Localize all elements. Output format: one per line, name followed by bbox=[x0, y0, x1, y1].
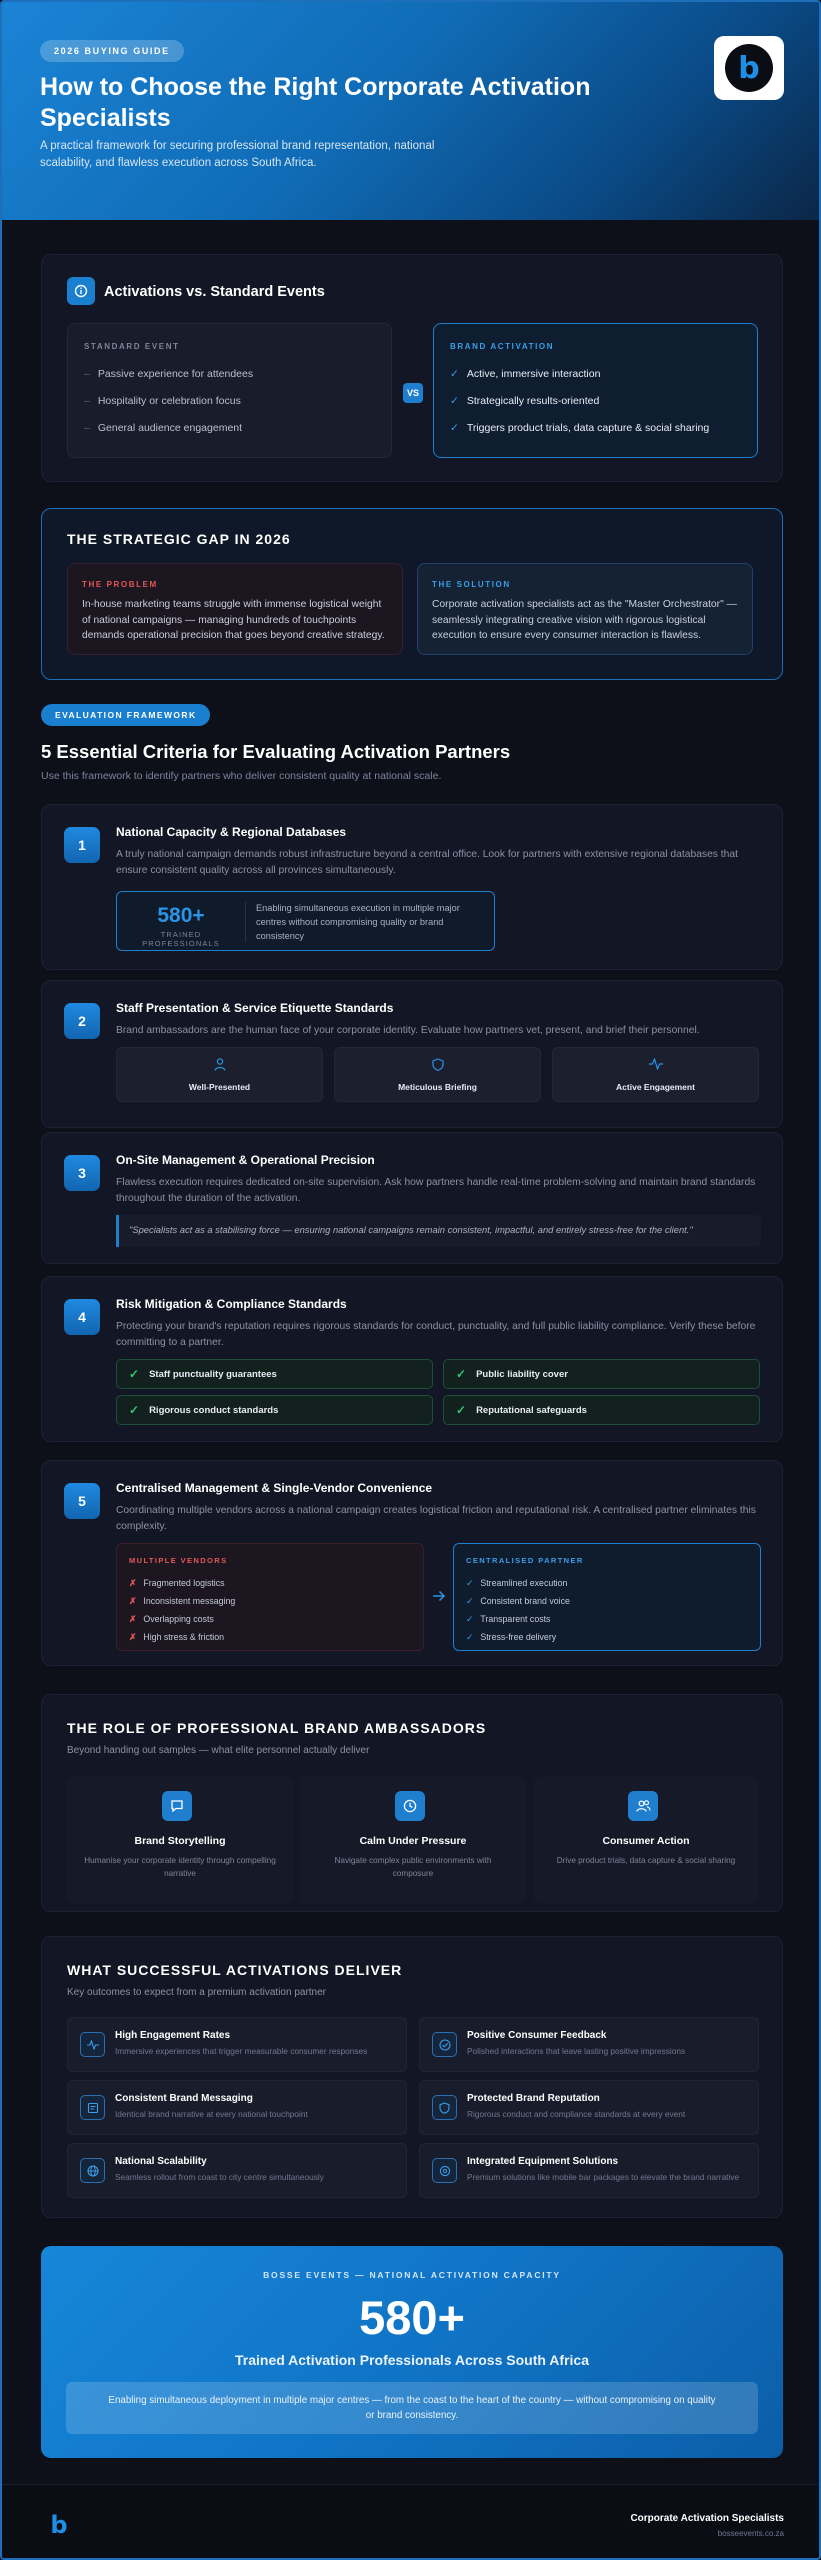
role-description: Navigate complex public environments with composure bbox=[334, 1856, 492, 1878]
criterion-number: 2 bbox=[64, 1003, 100, 1039]
list-item: ✓ Streamlined execution bbox=[466, 1577, 568, 1588]
brand-logo bbox=[714, 36, 784, 100]
outcomes-subtitle: Key outcomes to expect from a premium activation partner bbox=[67, 1987, 327, 1998]
check-icon: ✓ bbox=[456, 1367, 467, 1381]
info-icon bbox=[67, 277, 95, 305]
message-icon bbox=[80, 2095, 105, 2120]
outcomes-title: WHAT SUCCESSFUL ACTIVATIONS DELIVER bbox=[67, 1962, 403, 1978]
capacity-label: Trained Activation Professionals Across South Africa bbox=[235, 2352, 589, 2368]
standard-event-label: STANDARD EVENT bbox=[84, 342, 180, 351]
list-item: ✓ Consistent brand voice bbox=[466, 1595, 570, 1606]
check-icon: ✓ bbox=[456, 1403, 467, 1417]
criterion-number: 1 bbox=[64, 827, 100, 863]
role-title: Calm Under Pressure bbox=[359, 1835, 467, 1847]
brand-activation-label: BRAND ACTIVATION bbox=[450, 342, 555, 351]
outcome-title: High Engagement Rates bbox=[115, 2030, 231, 2041]
check-icon: ✓ bbox=[466, 1613, 474, 1624]
problem-text: In-house marketing teams struggle with immense logistical weight of national campaigns — managing hundreds of touchpoints demands operational precision that goes beyond creative strategy. bbox=[82, 599, 385, 641]
list-item: ✗ High stress & friction bbox=[129, 1631, 225, 1642]
criterion-title: Centralised Management & Single-Vendor Convenience bbox=[116, 1481, 433, 1495]
arrow-right-icon bbox=[432, 1589, 446, 1605]
list-item: ✗ Overlapping costs bbox=[129, 1613, 214, 1624]
compliance-item: ✓ Public liability cover bbox=[443, 1359, 760, 1389]
compliance-item: ✓ Staff punctuality guarantees bbox=[116, 1359, 433, 1389]
solution-text: Corporate activation specialists act as the "Master Orchestrator" — seamlessly integrating creative vision with rigorous logistical execution to ensure every consumer interaction is flawless. bbox=[432, 599, 737, 641]
criterion-title: On-Site Management & Operational Precision bbox=[116, 1153, 375, 1167]
outcome-item bbox=[67, 2143, 407, 2198]
divider bbox=[245, 902, 246, 942]
check-icon: ✓ bbox=[450, 395, 459, 407]
professionals-stat bbox=[116, 891, 495, 951]
brand-activation-box bbox=[433, 323, 758, 458]
feature-label: Active Engagement bbox=[616, 1082, 695, 1092]
list-item: ✗ Inconsistent messaging bbox=[129, 1595, 236, 1606]
check-badge-icon bbox=[432, 2032, 457, 2057]
shield-icon bbox=[335, 1058, 540, 1074]
stat-value: 580+ bbox=[157, 904, 205, 927]
criterion-number: 5 bbox=[64, 1483, 100, 1519]
outcome-description: Rigorous conduct and compliance standards at every event bbox=[467, 2109, 686, 2119]
logo-mark-icon: b bbox=[725, 44, 773, 92]
criterion-description: Brand ambassadors are the human face of your corporate identity. Evaluate how partners vet, present, and brief their personnel. bbox=[116, 1025, 700, 1036]
list-item: ✓ Active, immersive interaction bbox=[450, 368, 601, 380]
ambassadors-subtitle: Beyond handing out samples — what elite personnel actually deliver bbox=[67, 1745, 370, 1756]
criterion-description: Protecting your brand's reputation requires rigorous standards for conduct, punctuality, and full public liability compliance. Verify these before committing to a partner. bbox=[116, 1321, 756, 1348]
ambassador-role bbox=[67, 1777, 293, 1903]
role-description: Humanise your corporate identity through compelling narrative bbox=[84, 1856, 276, 1878]
dash-icon: – bbox=[84, 395, 90, 407]
outcome-item bbox=[419, 2143, 759, 2198]
compliance-item: ✓ Reputational safeguards bbox=[443, 1395, 760, 1425]
shield-icon bbox=[432, 2095, 457, 2120]
cross-icon: ✗ bbox=[129, 1613, 137, 1624]
solution-box bbox=[417, 563, 753, 655]
solution-label: THE SOLUTION bbox=[432, 580, 511, 589]
check-icon: ✓ bbox=[466, 1577, 474, 1588]
outcome-title: National Scalability bbox=[115, 2156, 207, 2167]
ambassadors-card bbox=[41, 1694, 783, 1912]
clock-icon bbox=[395, 1791, 425, 1821]
feature-card bbox=[334, 1047, 541, 1102]
outcome-title: Consistent Brand Messaging bbox=[115, 2093, 253, 2104]
footer bbox=[2, 2484, 821, 2560]
criterion-card-3 bbox=[41, 1132, 783, 1264]
stat-label: TRAINED PROFESSIONALS bbox=[142, 930, 220, 948]
criterion-title: Staff Presentation & Service Etiquette Standards bbox=[116, 1001, 394, 1015]
ambassador-role bbox=[300, 1777, 526, 1903]
outcome-title: Protected Brand Reputation bbox=[467, 2093, 600, 2104]
pulse-icon bbox=[553, 1058, 758, 1073]
outcome-description: Polished interactions that leave lasting positive impressions bbox=[467, 2046, 686, 2056]
strategic-gap-title: THE STRATEGIC GAP IN 2026 bbox=[67, 531, 291, 547]
check-icon: ✓ bbox=[129, 1367, 140, 1381]
list-item: ✗ Fragmented logistics bbox=[129, 1577, 225, 1588]
centralised-partner-box bbox=[453, 1543, 761, 1651]
list-item: – Passive experience for attendees bbox=[84, 368, 254, 380]
page-subtitle: A practical framework for securing professional brand representation, national scalability, and flawless execution across South Africa. bbox=[40, 140, 435, 169]
cross-icon: ✗ bbox=[129, 1577, 137, 1588]
feature-card bbox=[552, 1047, 759, 1102]
buying-guide-badge: 2026 BUYING GUIDE bbox=[40, 40, 184, 62]
people-icon bbox=[628, 1791, 658, 1821]
footer-url[interactable]: bosseevents.co.za bbox=[717, 2529, 784, 2538]
centralised-partner-label: CENTRALISED PARTNER bbox=[466, 1556, 584, 1565]
footer-logo-icon: b bbox=[41, 2507, 77, 2543]
comparison-title: Activations vs. Standard Events bbox=[104, 284, 325, 300]
criterion-description: A truly national campaign demands robust infrastructure beyond a central office. Look for partners with extensive regional databases that ensure consistent quality across all provinces simultaneously. bbox=[116, 849, 738, 876]
outcome-item bbox=[419, 2080, 759, 2135]
pull-quote: "Specialists act as a stabilising force — ensuring national campaigns remain consistent, impactful, and entirely stress-free for the client." bbox=[116, 1215, 761, 1247]
dash-icon: – bbox=[84, 422, 90, 434]
problem-box bbox=[67, 563, 403, 655]
stat-description: Enabling simultaneous execution in multiple major centres without compromising quality or brand consistency bbox=[256, 903, 460, 941]
role-title: Consumer Action bbox=[602, 1835, 690, 1847]
check-icon: ✓ bbox=[450, 422, 459, 434]
feature-card bbox=[116, 1047, 323, 1102]
problem-label: THE PROBLEM bbox=[82, 580, 158, 589]
check-icon: ✓ bbox=[450, 368, 459, 380]
outcome-item bbox=[67, 2080, 407, 2135]
capacity-number: 580+ bbox=[359, 2291, 465, 2344]
page-title: How to Choose the Right Corporate Activation Specialists bbox=[40, 73, 591, 132]
strategic-gap-card bbox=[41, 508, 783, 680]
list-item: ✓ Stress-free delivery bbox=[466, 1631, 557, 1642]
criterion-card-1 bbox=[41, 804, 783, 970]
list-item: – General audience engagement bbox=[84, 422, 243, 434]
criterion-card-2 bbox=[41, 980, 783, 1128]
criterion-card-4 bbox=[41, 1276, 783, 1442]
list-item: – Hospitality or celebration focus bbox=[84, 395, 241, 407]
check-icon: ✓ bbox=[466, 1631, 474, 1642]
comparison-card bbox=[41, 254, 783, 482]
criterion-description: Flawless execution requires dedicated on-site supervision. Ask how partners handle real-time problem-solving and maintain brand standards throughout the duration of the activation. bbox=[116, 1177, 756, 1204]
compliance-item: ✓ Rigorous conduct standards bbox=[116, 1395, 433, 1425]
feature-label: Meticulous Briefing bbox=[398, 1082, 477, 1092]
footer-title: Corporate Activation Specialists bbox=[630, 2513, 784, 2524]
standard-event-box bbox=[67, 323, 392, 458]
outcome-title: Integrated Equipment Solutions bbox=[467, 2156, 619, 2167]
capacity-banner bbox=[41, 2246, 783, 2458]
person-icon bbox=[117, 1058, 322, 1074]
cross-icon: ✗ bbox=[129, 1595, 137, 1606]
outcome-item bbox=[67, 2017, 407, 2072]
list-item: ✓ Strategically results-oriented bbox=[450, 395, 600, 407]
hero-banner bbox=[2, 2, 821, 220]
dash-icon: – bbox=[84, 368, 90, 380]
criterion-title: Risk Mitigation & Compliance Standards bbox=[116, 1297, 347, 1311]
evaluation-subtitle: Use this framework to identify partners who deliver consistent quality at national scale. bbox=[41, 770, 442, 782]
criterion-description: Coordinating multiple vendors across a national campaign creates logistical friction and reputational risk. A centralised partner eliminates this complexity. bbox=[116, 1505, 756, 1532]
cross-icon: ✗ bbox=[129, 1631, 137, 1642]
criterion-card-5 bbox=[41, 1460, 783, 1666]
chat-icon bbox=[162, 1791, 192, 1821]
criterion-number: 3 bbox=[64, 1155, 100, 1191]
ambassador-role bbox=[533, 1777, 759, 1903]
list-item: ✓ Transparent costs bbox=[466, 1613, 551, 1624]
check-icon: ✓ bbox=[466, 1595, 474, 1606]
outcome-description: Seamless rollout from coast to city centre simultaneously bbox=[115, 2172, 324, 2182]
list-item: ✓ Triggers product trials, data capture & social sharing bbox=[450, 422, 710, 434]
evaluation-title: 5 Essential Criteria for Evaluating Activation Partners bbox=[41, 741, 511, 762]
criterion-number: 4 bbox=[64, 1299, 100, 1335]
outcome-description: Identical brand narrative at every national touchpoint bbox=[115, 2109, 308, 2119]
outcome-description: Immersive experiences that trigger measurable consumer responses bbox=[115, 2046, 368, 2056]
feature-label: Well-Presented bbox=[188, 1082, 251, 1092]
multiple-vendors-label: MULTIPLE VENDORS bbox=[129, 1556, 228, 1565]
check-icon: ✓ bbox=[129, 1403, 140, 1417]
capacity-description: Enabling simultaneous deployment in multiple major centres — from the coast to the heart of the country — without compromising on quality or brand consistency. bbox=[66, 2382, 758, 2434]
criterion-title: National Capacity & Regional Databases bbox=[116, 825, 347, 839]
gear-icon bbox=[432, 2158, 457, 2183]
outcome-description: Premium solutions like mobile bar packages to elevate the brand narrative bbox=[467, 2172, 740, 2182]
role-description: Drive product trials, data capture & social sharing bbox=[556, 1856, 736, 1865]
globe-icon bbox=[80, 2158, 105, 2183]
evaluation-framework-badge: EVALUATION FRAMEWORK bbox=[41, 704, 210, 726]
outcomes-card bbox=[41, 1936, 783, 2218]
role-title: Brand Storytelling bbox=[134, 1835, 226, 1847]
pulse-icon bbox=[80, 2032, 105, 2057]
versus-badge: VS bbox=[403, 383, 423, 403]
outcome-item bbox=[419, 2017, 759, 2072]
multiple-vendors-box bbox=[116, 1543, 424, 1651]
capacity-kicker: BOSSE EVENTS — NATIONAL ACTIVATION CAPACITY bbox=[263, 2270, 561, 2280]
ambassadors-title: THE ROLE OF PROFESSIONAL BRAND AMBASSADORS bbox=[67, 1720, 487, 1736]
outcome-title: Positive Consumer Feedback bbox=[467, 2030, 607, 2041]
